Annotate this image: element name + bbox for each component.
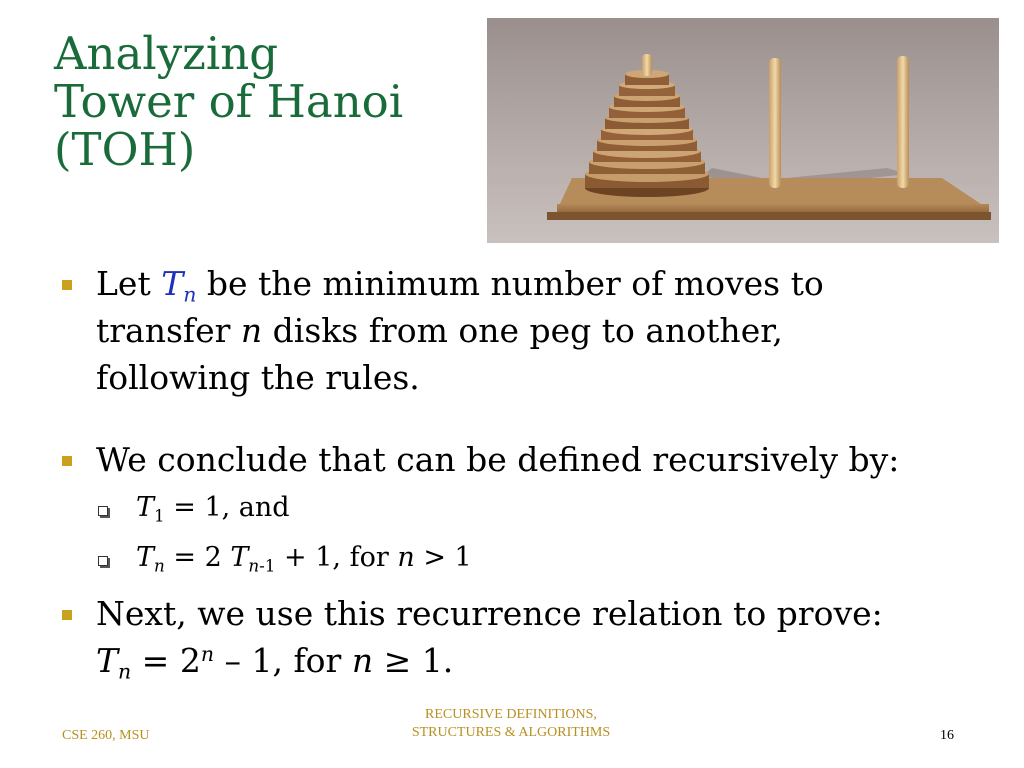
var-n: n <box>351 641 374 680</box>
var-T: T <box>136 492 155 523</box>
text-minus: – 1, for <box>214 641 352 680</box>
text-disks: disks from one peg to another, <box>262 311 783 350</box>
tower-of-hanoi-photo <box>487 18 999 243</box>
bullet-marker <box>62 280 72 290</box>
sub-bullet-2-text <box>136 542 472 574</box>
title-line-2: Tower of Hanoi <box>54 75 404 128</box>
title-line-1: Analyzing <box>54 27 279 80</box>
var-sub-n2: n <box>248 555 260 576</box>
text-eq: = 1, and <box>164 492 290 523</box>
sub-minus-1: -1 <box>259 555 276 576</box>
page-number: 16 <box>940 728 954 743</box>
slide-title <box>54 27 474 176</box>
bullet-marker <box>62 456 72 466</box>
text-let: Let <box>96 264 162 303</box>
text-rest: be the minimum number of moves to <box>196 264 824 303</box>
var-sup-n: n <box>200 641 214 666</box>
footer-center <box>380 706 642 742</box>
text-following: following the rules. <box>96 358 420 397</box>
text-plus: + 1, for <box>275 542 398 573</box>
text-eq: = 2 <box>131 641 201 680</box>
var-T: T <box>161 264 184 303</box>
var-n: n <box>240 311 263 350</box>
var-n: n <box>397 542 415 573</box>
var-T: T <box>96 641 119 680</box>
footer-center-line-1: RECURSIVE DEFINITIONS, <box>425 707 597 722</box>
var-T: T <box>136 542 155 573</box>
footer-center-line-2: STRUCTURES & ALGORITHMS <box>411 725 611 740</box>
var-sub-n: n <box>118 659 132 684</box>
sub-bullet-1-text <box>136 492 290 524</box>
title-line-3: (TOH) <box>54 123 196 176</box>
bullet-2-text: We conclude that can be defined recursively by: <box>96 440 900 479</box>
var-sub-n: n <box>183 282 197 307</box>
var-sub-n: n <box>154 555 165 576</box>
bullet-1-text <box>96 260 976 401</box>
text-eq: = 2 <box>164 542 231 573</box>
bullet-marker <box>62 610 72 620</box>
bullet-3-text <box>96 590 976 684</box>
text-geq: ≥ 1. <box>373 641 454 680</box>
sub-bullet-marker <box>98 556 108 566</box>
var-T2: T <box>230 542 249 573</box>
text-gt: > 1 <box>414 542 472 573</box>
sub-bullet-marker <box>98 506 108 516</box>
footer-left: CSE 260, MSU <box>62 728 150 743</box>
sub-1: 1 <box>154 505 165 526</box>
text-transfer: transfer <box>96 311 241 350</box>
text-next: Next, we use this recurrence relation to prove: <box>96 594 883 633</box>
